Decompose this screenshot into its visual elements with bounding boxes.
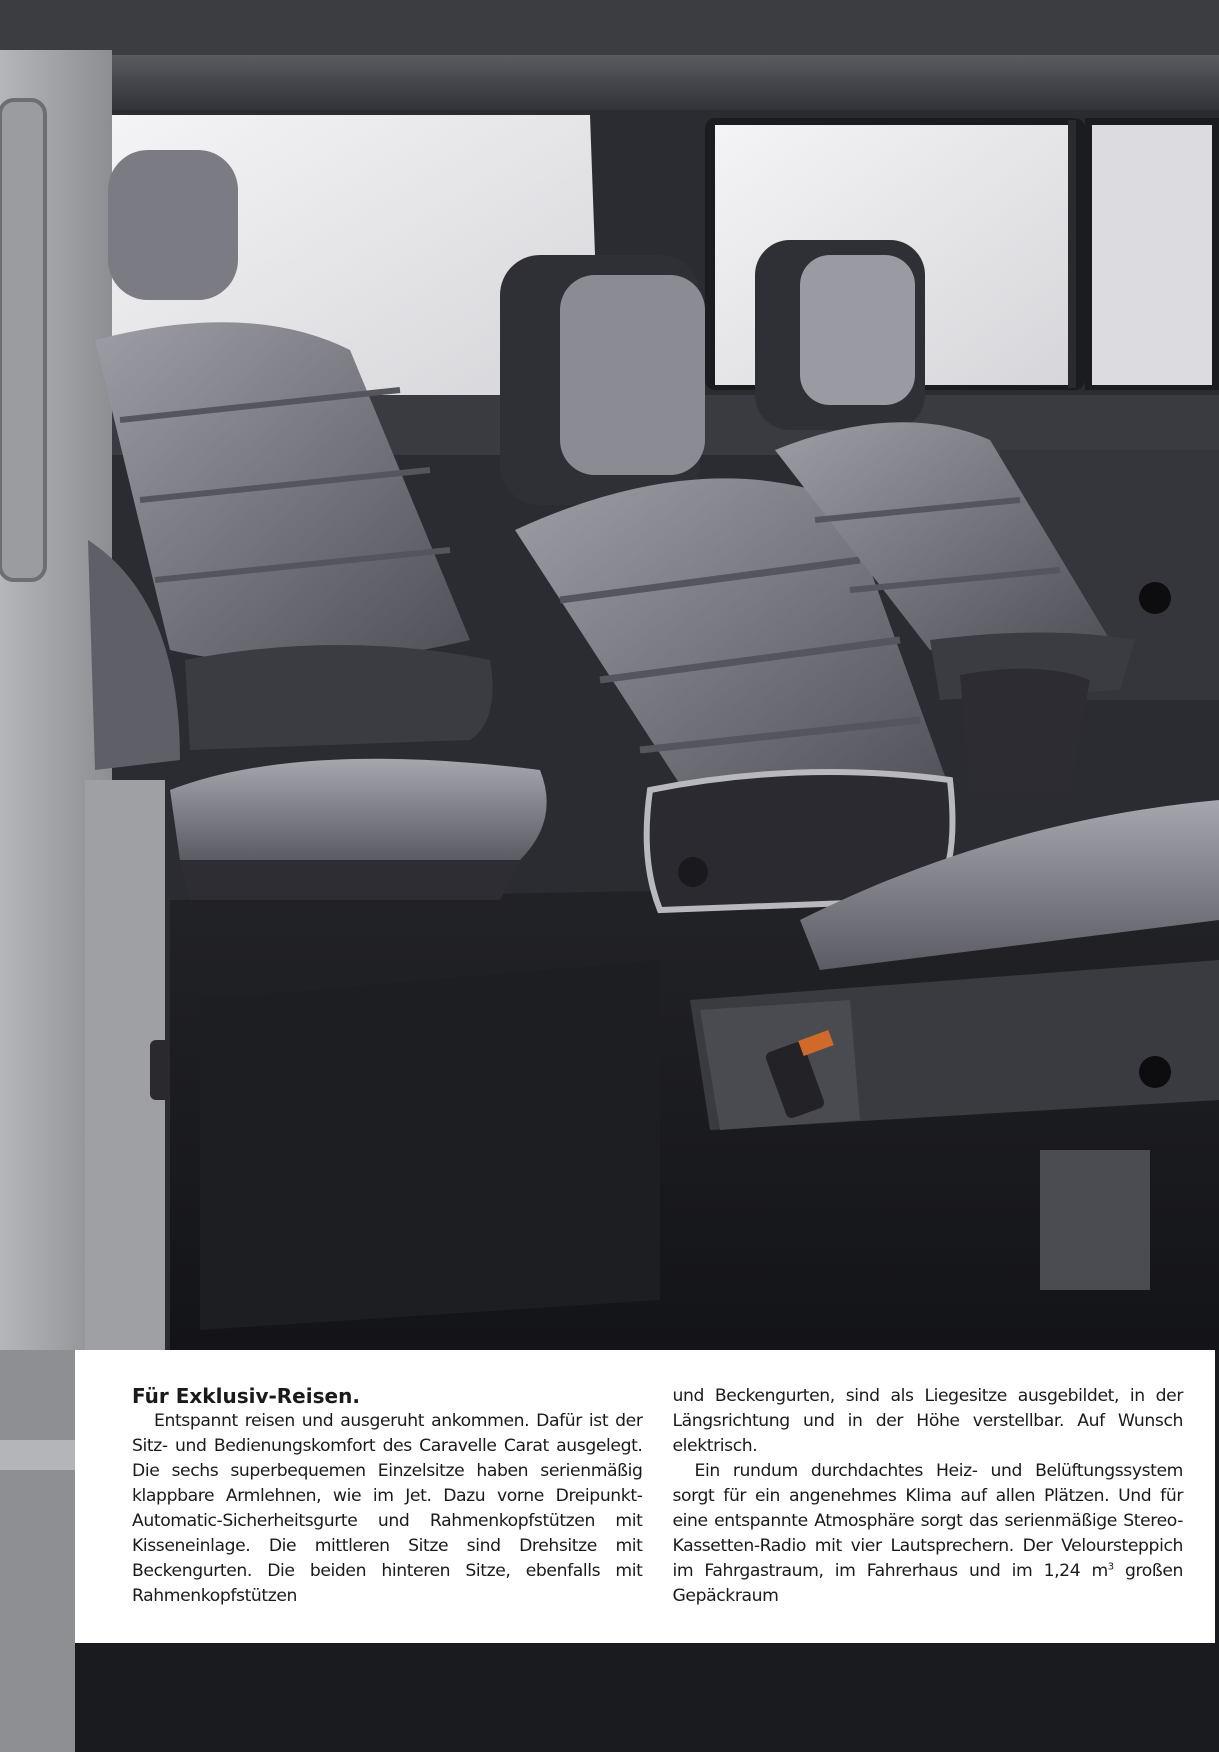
article-paragraph-continued: und Beckengurten, sind als Liegesitze ausgebildet, in der Längsrichtung und in der Höhe verstellbar. Auf Wunsch elektrisch. [672, 1386, 1183, 1456]
article-paragraph-text: Ein rundum durchdachtes Heiz- und Belüftungssystem sorgt für ein angenehmes Klima auf allen Plätzen. Und für eine entspannte Atmosphäre sorgt das serienmäßige Stereo-Kassetten-Radio mit vier Lautsprechern. Der Veloursteppich im Fahrgastraum, im Fahrerhaus und im 1,24 m [672, 1461, 1183, 1581]
article-paragraph-text-end: großen Gepäckraum [672, 1561, 1183, 1606]
article-paragraph: Entspannt reisen und ausgeruht ankommen. Dafür ist der Sitz- und Bedienungskomfort des Caravelle Carat ausgelegt. Die sechs superbequemen Einzelsitze haben serienmäßig klappbare Armlehnen, wie im Jet. Dazu vorne Dreipunkt-Automatic-Sicherheitsgurte und Rahmenkopfstützen mit Kisseneinlage. Die mittleren Sitze sind Drehsitze mit Beckengurten. Die beiden hinteren Sitze, ebenfalls mit Rahmenkopfstützen [132, 1411, 643, 1606]
cubic-superscript: 3 [1107, 1561, 1114, 1573]
article-column-right [673, 1384, 1184, 1643]
article-column-left [132, 1384, 643, 1643]
article-paragraph [673, 1459, 1184, 1609]
article-heading: Für Exklusiv-Reisen. [132, 1384, 360, 1408]
article-text-box [75, 1350, 1215, 1643]
